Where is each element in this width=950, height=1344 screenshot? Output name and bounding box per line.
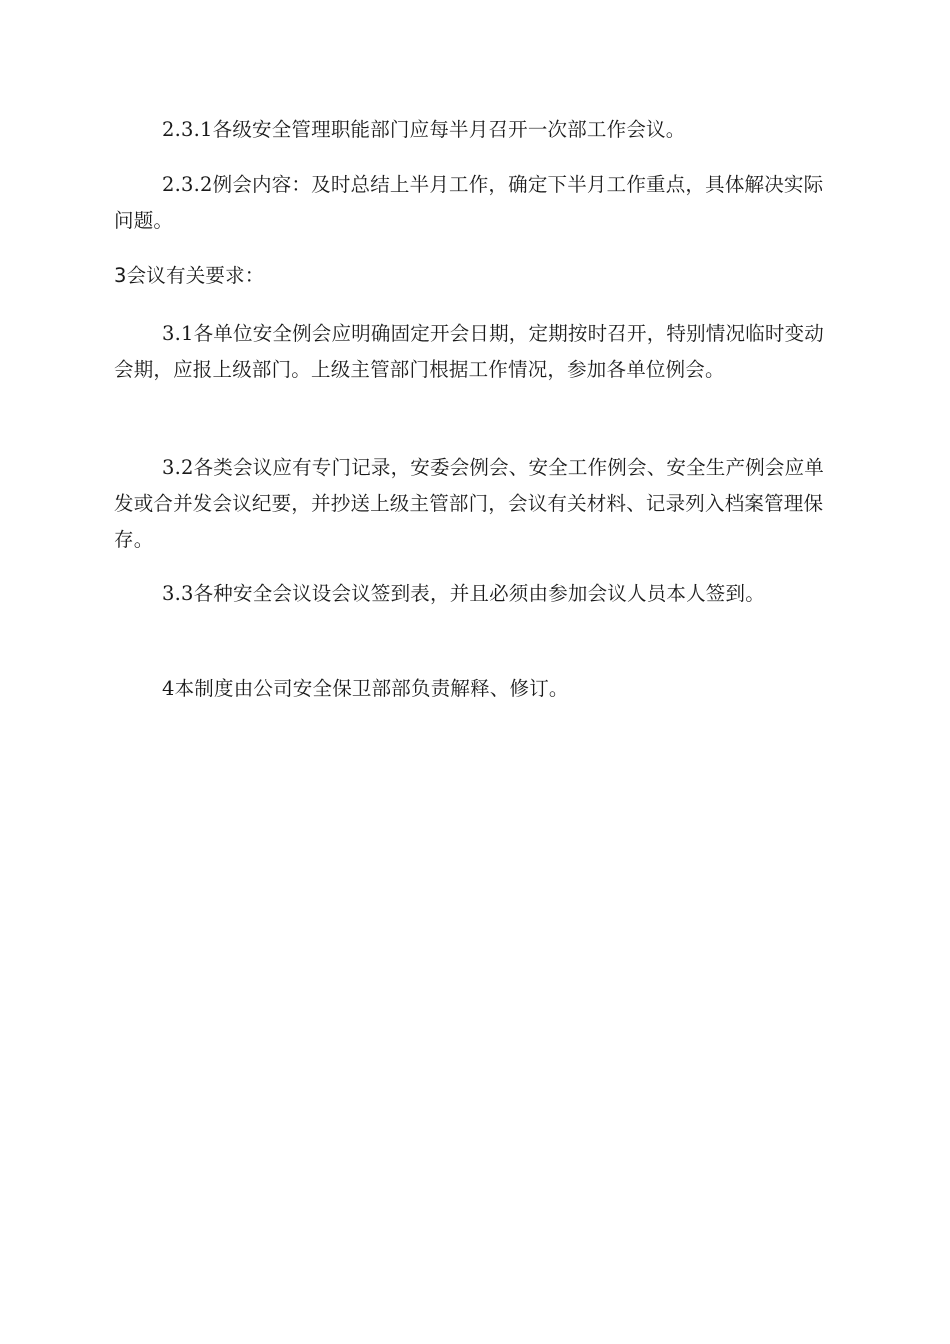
paragraph-2-3-1: 2.3.1各级安全管理职能部门应每半月召开一次部工作会议。 bbox=[162, 118, 686, 141]
paragraph-4: 4本制度由公司安全保卫部部负责解释、修订。 bbox=[162, 677, 569, 700]
section-heading-3: 3会议有关要求： bbox=[114, 264, 265, 287]
paragraph-3-2: 3.2各类会议应有专门记录，安委会例会、安全工作例会、安全生产例会应单发或合并发会议纪要，并抄送上级主管部门，会议有关材料、记录列入档案管理保存。 bbox=[114, 456, 825, 551]
paragraph-3-1: 3.1各单位安全例会应明确固定开会日期，定期按时召开，特别情况临时变动会期，应报上级部门。上级主管部门根据工作情况，参加各单位例会。 bbox=[114, 322, 825, 381]
paragraph-3-3: 3.3各种安全会议设会议签到表，并且必须由参加会议人员本人签到。 bbox=[162, 582, 765, 605]
paragraph-2-3-2: 2.3.2例会内容：及时总结上半月工作，确定下半月工作重点，具体解决实际问题。 bbox=[114, 173, 824, 232]
